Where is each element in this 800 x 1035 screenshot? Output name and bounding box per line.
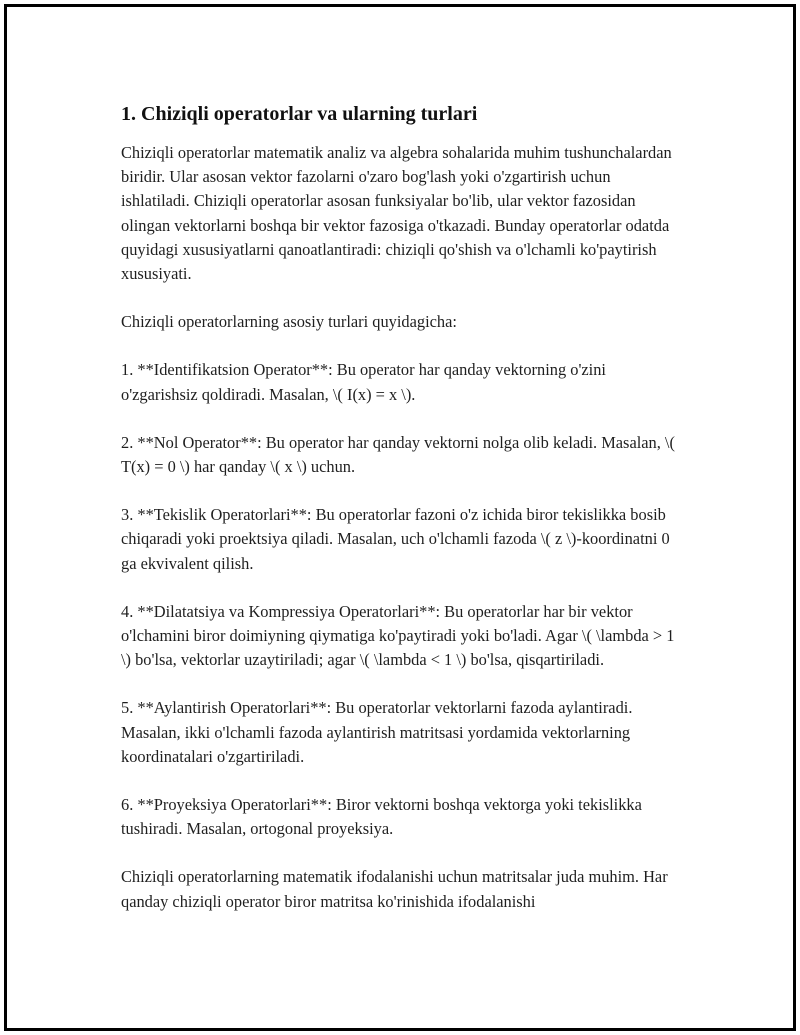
list-item-projection-operators: 6. **Proyeksiya Operatorlari**: Biror vektorni boshqa vektorga yoki tekislikka tushiradi. Masalan, ortogonal proyeksiya. xyxy=(121,795,642,839)
intro-paragraph: Chiziqli operatorlar matematik analiz va algebra sohalarida muhim tushunchalardan biridir. Ular asosan vektor fazolarni o'zaro bog'lash yoki o'zgartirish uchun ishlatiladi. Chiziqli operatorlar asosan funksiyalar bo'lib, ular vektor fazosidan olingan vektorlarni boshqa bir vektor fazosiga o'tkazadi. Bunday operatorlar odatda quyidagi xususiyatlarni qanoatlantiradi: chiziqli qo'shish va o'lchamli ko'paytirish xususiyati. xyxy=(121,143,672,284)
page-frame xyxy=(4,4,796,1031)
list-item-identity-operator: 1. **Identifikatsion Operator**: Bu operator har qanday vektorning o'zini o'zgarishsiz qoldiradi. Masalan, \( I(x) = x \). xyxy=(121,360,606,404)
list-item-plane-operators: 3. **Tekislik Operatorlari**: Bu operatorlar fazoni o'z ichida biror tekislikka bosib chiqaradi yoki proektsiya qiladi. Masalan, uch o'lchamli fazoda \( z \)-koordinatni 0 ga ekvivalent qilish. xyxy=(121,505,670,573)
section-heading: 1. Chiziqli operatorlar va ularning turlari xyxy=(121,103,478,125)
list-item-zero-operator: 2. **Nol Operator**: Bu operator har qanday vektorni nolga olib keladi. Masalan, \( T(x) = 0 \) har qanday \( x \) uchun. xyxy=(121,432,675,477)
closing-paragraph: Chiziqli operatorlarning matematik ifodalanishi uchun matritsalar juda muhim. Har qanday chiziqli operator biror matritsa ko'rinishida ifodalanishi xyxy=(121,867,668,911)
document-body xyxy=(121,101,681,938)
types-intro-paragraph: Chiziqli operatorlarning asosiy turlari quyidagicha: xyxy=(121,312,457,332)
list-item-dilation-compression-operators: 4. **Dilatatsiya va Kompressiya Operatorlari**: Bu operatorlar har bir vektor o'lchamini biror doimiyning qiymatiga ko'paytiradi yoki bo'ladi. Agar \( \lambda > 1 \) bo'lsa, vektorlar uzaytiriladi; agar \( \lambda < 1 \) bo'lsa, qisqartiriladi. xyxy=(121,601,675,670)
list-item-rotation-operators: 5. **Aylantirish Operatorlari**: Bu operatorlar vektorlarni fazoda aylantiradi. Masalan, ikki o'lchamli fazoda aylantirish matritsasi yordamida vektorlarning koordinatalari o'zgartiriladi. xyxy=(121,698,633,766)
